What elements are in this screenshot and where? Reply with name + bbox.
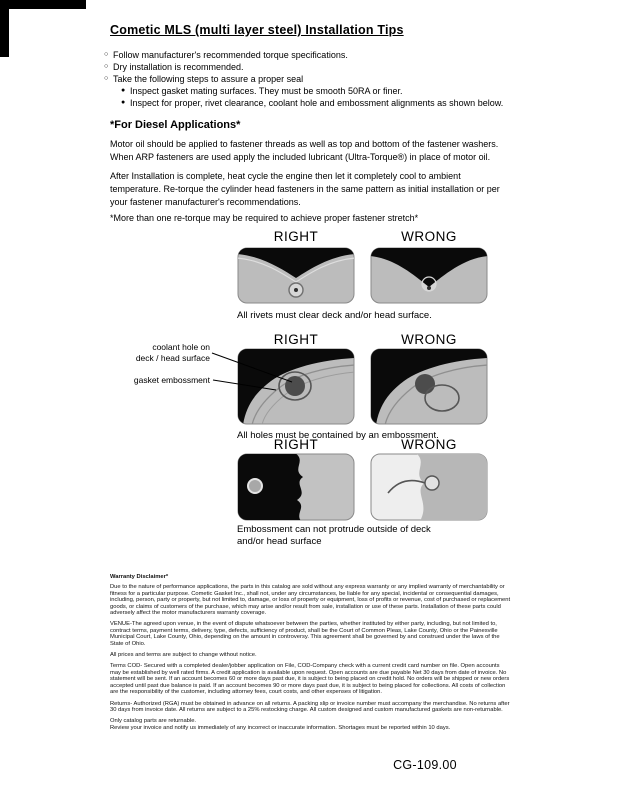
warranty-paragraph: Terms COD- Secured with a completed dealer/jobber application on File, COD-Company check with a current credit card number on file. Open accounts may be established by well rated firms. A credit application is available upon request. Open accounts are due payable Net 30 days from date of invoice. No statement will be sent. If an account becomes 60 or more days past due, it is subject to being placed on credit hold. No orders will be shipped or new orders accepted until past due balance is paid. If an account becomes 90 or more days past due, it is subject to being placed for collections. All costs of collection are the responsibility of the customer, including attorney fees, court costs, and other expenses of litigation. — [110, 663, 510, 696]
bullet-icon: ○ — [104, 75, 109, 82]
diagram-embossment-right — [237, 348, 355, 425]
retorque-note: *More than one re-torque may be required to achieve proper fastener stretch* — [110, 213, 419, 223]
diagram-embossment-wrong — [370, 348, 488, 425]
wrong-label-row3: WRONG — [401, 437, 457, 452]
page-title: Cometic MLS (multi layer steel) Installation Tips — [110, 23, 404, 37]
tip-text: Dry installation is recommended. — [113, 62, 244, 72]
caption-holes: All holes must be contained by an embossment. — [237, 430, 439, 441]
diesel-applications-heading: *For Diesel Applications* — [110, 119, 241, 131]
list-item — [104, 61, 544, 73]
warranty-paragraph: Only catalog parts are returnable. — [110, 718, 197, 725]
bullet-icon: ○ — [104, 63, 109, 70]
diagram-protrusion-right — [237, 453, 355, 521]
warranty-disclaimer — [110, 574, 512, 731]
right-label-row2: RIGHT — [273, 332, 319, 347]
diagram-rivet-right — [237, 247, 355, 304]
tips-list — [104, 49, 544, 109]
caption-rivets: All rivets must clear deck and/or head surface. — [237, 310, 432, 321]
list-item — [104, 73, 544, 85]
tip-text: Follow manufacturer's recommended torque specifications. — [113, 50, 348, 60]
coolant-hole-label-line1: coolant hole on — [152, 342, 210, 352]
catalog-code: CG-109.00 — [393, 758, 457, 772]
tip-text: Inspect gasket mating surfaces. They must be smooth 50RA or finer. — [130, 86, 403, 96]
tip-text: Inspect for proper, rivet clearance, coolant hole and embossment alignments as shown below. — [130, 98, 504, 108]
diesel-paragraph-2: After Installation is complete, heat cycle the engine then let it completely cool to ambient temperature. Re-torque the cylinder head fasteners in the same pattern as initial installation or per your fastener manufacturer's recommendations. — [110, 171, 500, 207]
coolant-hole-label-line2: deck / head surface — [135, 352, 210, 363]
tip-text: Take the following steps to assure a proper seal — [113, 74, 304, 84]
crop-mark-horizontal — [0, 0, 86, 9]
sub-bullet-icon: ● — [121, 99, 126, 106]
diagram-protrusion-wrong — [370, 453, 488, 521]
diagram-rivet-wrong — [370, 247, 488, 304]
warranty-paragraph: Returns- Authorized (RGA) must be obtained in advance on all returns. A packing slip or invoice number must accompany the merchandise. No returns after 30 days from invoice date. All returns are subject to a 25% restocking charge. All custom designed and custom manufactured gaskets are non-returnable. — [110, 700, 510, 713]
wrong-label-row2: WRONG — [401, 332, 457, 347]
gasket-embossment-label: gasket embossment — [133, 375, 210, 385]
list-item — [121, 85, 544, 97]
warranty-paragraph: Due to the nature of performance applications, the parts in this catalog are sold without any express warranty or any implied warranty of merchantability or fitness for a particular purpose. Cometic Gasket Inc., shall not, under any circumstances, be liable for any special, incidental or consequential damages, including, person, party or property, but not limited to, damage, or loss of property or equipment, loss of profits or revenue, cost of purchased or replacement goods, or claims of customers of the purchase, which may arise and/or result from sale, installation or use of these parts. Installation of these parts could adversely affect the motor manufacturers warranty coverage. — [110, 584, 511, 617]
bullet-icon: ○ — [104, 51, 109, 58]
sub-bullet-icon: ● — [121, 87, 126, 94]
warranty-paragraph: VENUE-The agreed upon venue, in the event of dispute whatsoever between the parties, whether instituted by either party, including, but not limited to, contract terms, payment terms, delivery, type, defects, sufficiency of product, shall be the Court of Common Pleas, Lake County, Ohio or the Painesville Municipal Court, Lake County, Ohio, depending on the amount in controversy. This agreement shall be governed by and construed under the laws of the State of Ohio. — [110, 621, 500, 647]
crop-mark-vertical — [0, 0, 9, 57]
right-label-row3: RIGHT — [273, 437, 319, 452]
warranty-heading: Warranty Disclaimer* — [110, 574, 169, 580]
caption-protrusion: Embossment can not protrude outside of deck and/or head surface — [237, 524, 431, 547]
wrong-label-row1: WRONG — [401, 229, 457, 244]
list-item — [104, 49, 544, 61]
coolant-hole-label — [116, 342, 210, 363]
list-item — [121, 97, 544, 109]
warranty-paragraph: Review your invoice and notify us immediately of any incorrect or inaccurate information. Shortages must be reported within 10 days. — [110, 724, 451, 731]
warranty-paragraph: All prices and terms are subject to change without notice. — [110, 652, 257, 659]
right-label-row1: RIGHT — [273, 229, 319, 244]
diesel-paragraph-1: Motor oil should be applied to fastener threads as well as top and bottom of the fastener washers. When ARP fasteners are used apply the included lubricant (Ultra-Torque®) in place of motor oil. — [110, 139, 499, 162]
